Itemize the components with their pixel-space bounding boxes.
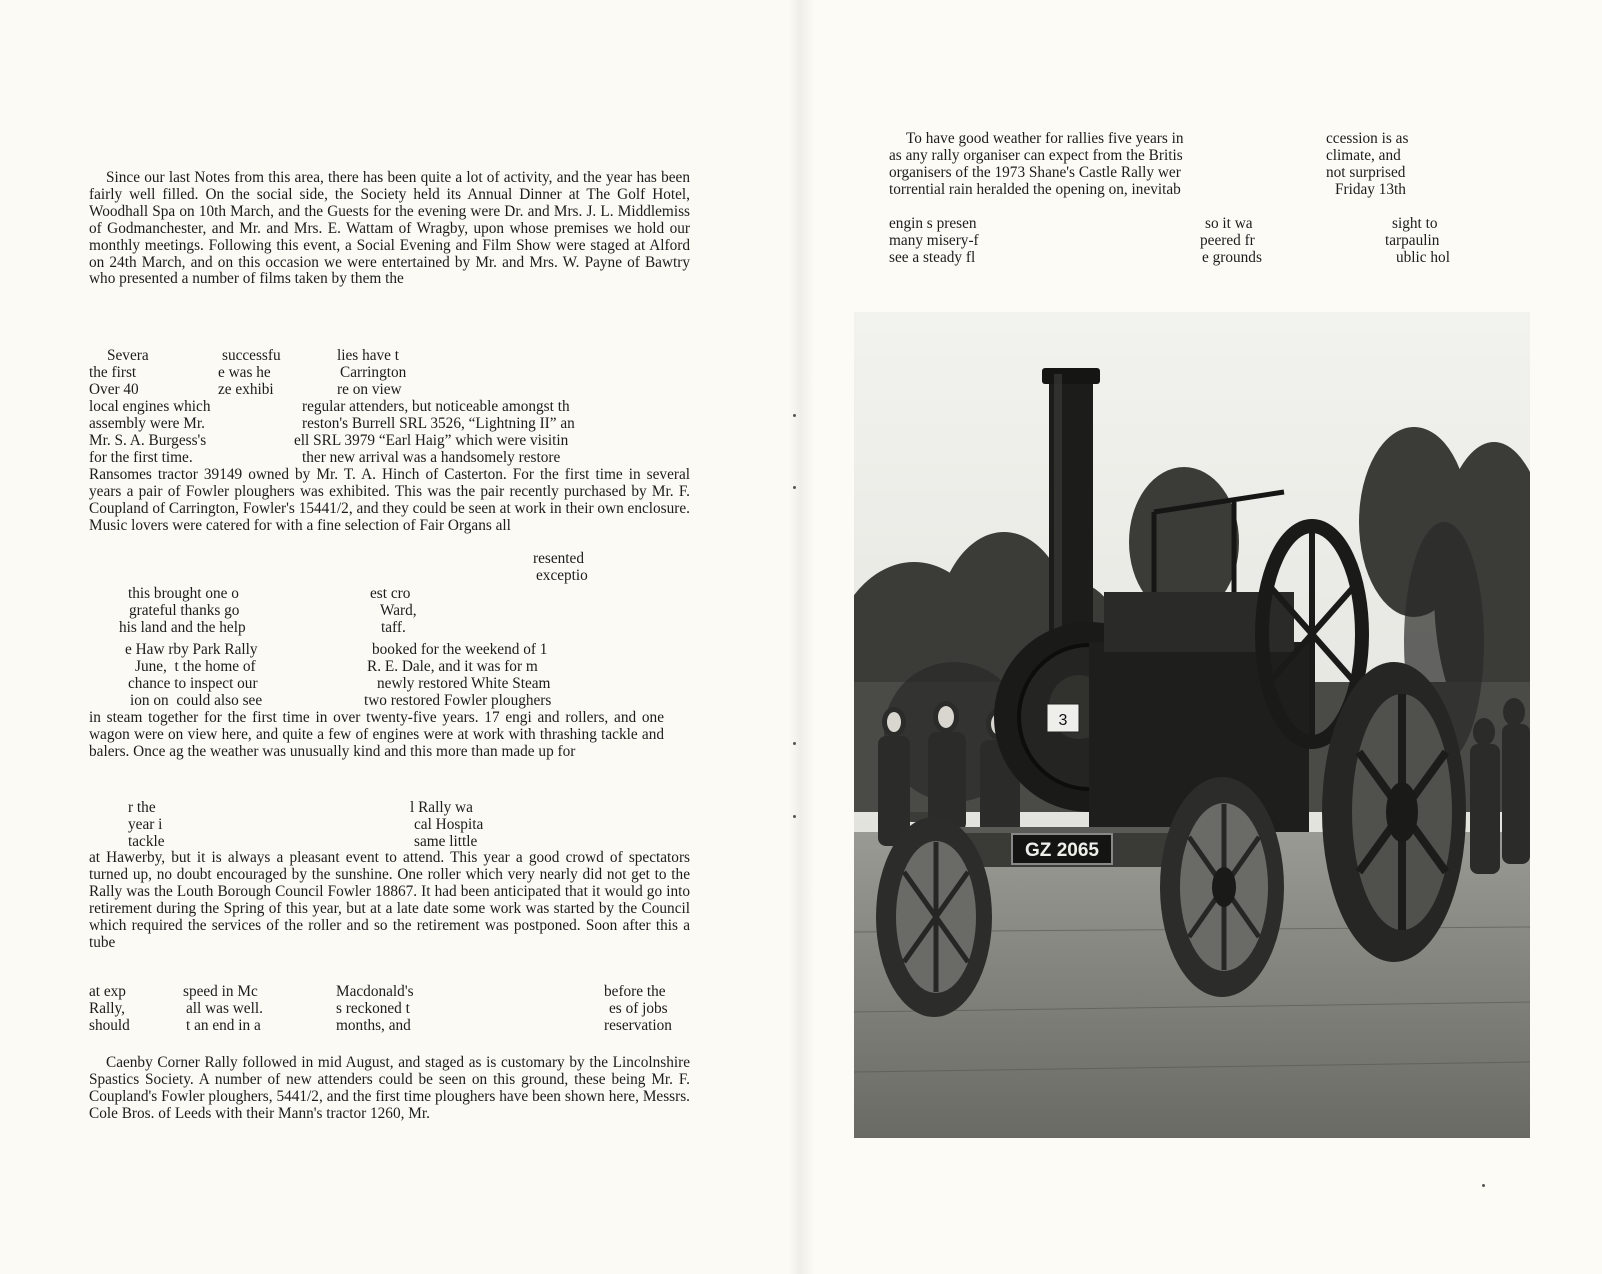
fragment-text: tackle — [128, 833, 165, 850]
fragment-text: torrential rain heralded the opening on, inevitab — [889, 181, 1181, 198]
fragment-text: speed in Mc — [183, 983, 258, 1000]
fragment-text: so it wa — [1205, 215, 1253, 232]
fragment-text: s reckoned t — [336, 1000, 410, 1017]
fragment-text: local engines which — [89, 398, 211, 415]
fragment-text: re on view — [337, 381, 402, 398]
fragment-text: as any rally organiser can expect from the Britis — [889, 147, 1183, 164]
fragment-text: two restored Fowler ploughers — [364, 692, 552, 709]
fragment-text: for the first time. — [89, 449, 193, 466]
fragment-text: Carrington — [340, 364, 407, 381]
number-plate: GZ 2065 — [1025, 840, 1099, 861]
fragment-text: the first — [89, 364, 137, 381]
fragment-text: successfu — [222, 347, 281, 364]
paragraph-ransomes: Ransomes tractor 39149 owned by Mr. T. A. Hinch of Casterton. For the first time in several years a pair of Fowler ploughers was exhibited. This was the pair recently purchased by Mr. F. Coupland of Carrington, Fowler's 15441/2, and they could be seen at work in their own enclosure. Music lovers were catered for with a fine selection of Fair Organs all — [89, 466, 690, 534]
fragment-text: Severa — [107, 347, 149, 364]
fragment-text: Ward, — [380, 602, 417, 619]
paragraph-social-events: Since our last Notes from this area, there has been quite a lot of activity, and the year has been fairly well filled. On the social side, the Society held its Annual Dinner at The Golf Hotel, Woodhall Spa on 10th March, and the Guests for the evening were Dr. and Mrs. J. L. Middlemiss of Godmanchester, and Mr. and Mrs. E. Wattam of Wragby, upon whose premises we hold our monthly meetings. Following this event, a Social Evening and Film Show were staged at Alford on 24th March, and on this occasion we were entertained by Mr. and Mrs. W. Payne of Bawtry who presented a number of films taken by them the — [89, 169, 690, 288]
fragment-text: es of jobs — [609, 1000, 668, 1017]
fragment-text: see a steady fl — [889, 249, 976, 266]
fragment-text: taff. — [381, 619, 406, 636]
fragment-text: his land and the help — [119, 619, 246, 636]
fragment-text: Rally, — [89, 1000, 125, 1017]
fragment-text: t an end in a — [186, 1017, 261, 1034]
fragment-text: ccession is as — [1326, 130, 1409, 147]
fragment-text: R. E. Dale, and it was for m — [367, 658, 538, 675]
fragment-text: l Rally wa — [410, 799, 473, 816]
fragment-text: before the — [604, 983, 666, 1000]
fragment-text: climate, and — [1326, 147, 1401, 164]
fragment-text: peered fr — [1200, 232, 1255, 249]
fragment-text: ther new arrival was a handsomely restore — [302, 449, 561, 466]
fragment-text: exceptio — [536, 567, 588, 584]
fragment-text: cal Hospita — [414, 816, 484, 833]
fragment-text: should — [89, 1017, 130, 1034]
traction-engine-photo — [854, 312, 1530, 1138]
fragment-text: ell SRL 3979 “Earl Haig” which were visitin — [294, 432, 569, 449]
fragment-text: lies have t — [337, 347, 400, 364]
margin-speck — [793, 414, 796, 417]
paragraph-steam-together: in steam together for the first time in over twenty-five years. 17 engi and rollers, and one wagon were on view here, and quite a few of engines were at work with thrashing tackle and balers. Once ag the weather was unusually kind and this more than made up for — [89, 709, 664, 760]
fragment-text: at exp — [89, 983, 126, 1000]
engine-tag-number: 3 — [1058, 712, 1068, 729]
fragment-text: regular attenders, but noticeable amongst th — [302, 398, 570, 415]
fragment-text: sight to — [1392, 215, 1438, 232]
fragment-text: grateful thanks go — [129, 602, 240, 619]
fragment-text: To have good weather for rallies five years in — [906, 130, 1184, 147]
fragment-text: this brought one o — [128, 585, 239, 602]
fragment-text: year i — [128, 816, 163, 833]
fragment-text: e Haw rby Park Rally — [125, 641, 258, 658]
fragment-text: est cro — [370, 585, 411, 602]
fragment-text: Over 40 — [89, 381, 139, 398]
fragment-text: reservation — [604, 1017, 672, 1034]
paragraph-hawerby: at Hawerby, but it is always a pleasant event to attend. This year a good crowd of spectators turned up, no doubt encouraged by the sunshine. One roller which very nearly did not get to the Rally was the Louth Borough Council Fowler 18867. It had been anticipated that it would go into retirement during the Spring of this year, but at a late date some work was started by the Council which required the services of the roller and so the retirement was postponed. Soon after this a tube — [89, 849, 690, 951]
margin-speck — [1482, 1184, 1485, 1187]
fragment-text: June, t the home of — [135, 658, 256, 675]
fragment-text: ion on could also see — [130, 692, 263, 709]
fragment-text: tarpaulin — [1385, 232, 1440, 249]
fragment-text: ublic hol — [1396, 249, 1450, 266]
fragment-text: chance to inspect our — [128, 675, 258, 692]
margin-speck — [793, 815, 796, 818]
fragment-text: not surprised — [1326, 164, 1406, 181]
fragment-text: organisers of the 1973 Shane's Castle Rally wer — [889, 164, 1181, 181]
fragment-text: ze exhibi — [218, 381, 274, 398]
fragment-text: reston's Burrell SRL 3526, “Lightning II” an — [302, 415, 575, 432]
fragment-text: many misery-f — [889, 232, 979, 249]
fragment-text: e was he — [218, 364, 271, 381]
margin-speck — [793, 486, 796, 489]
fragment-text: all was well. — [186, 1000, 263, 1017]
fragment-text: newly restored White Steam — [377, 675, 551, 692]
fragment-text: months, and — [336, 1017, 411, 1034]
fragment-text: same little — [414, 833, 478, 850]
fragment-text: booked for the weekend of 1 — [372, 641, 548, 658]
paragraph-caenby: Caenby Corner Rally followed in mid August, and staged as is customary by the Lincolnshire Spastics Society. A number of new attenders could be seen on this ground, these being Mr. F. Coupland's Fowler ploughers, 5441/2, and the first time ploughers have been shown here, Messrs. Cole Bros. of Leeds with their Mann's tractor 1260, Mr. — [89, 1054, 690, 1122]
fragment-text: Macdonald's — [336, 983, 414, 1000]
fragment-text: resented — [533, 550, 584, 567]
fragment-text: engin s presen — [889, 215, 977, 232]
fragment-text: e grounds — [1202, 249, 1262, 266]
fragment-text: Friday 13th — [1335, 181, 1406, 198]
fragment-text: Mr. S. A. Burgess's — [89, 432, 207, 449]
margin-speck — [793, 742, 796, 745]
fragment-text: r the — [128, 799, 156, 816]
page-fold — [788, 0, 814, 1274]
fragment-text: assembly were Mr. — [89, 415, 205, 432]
